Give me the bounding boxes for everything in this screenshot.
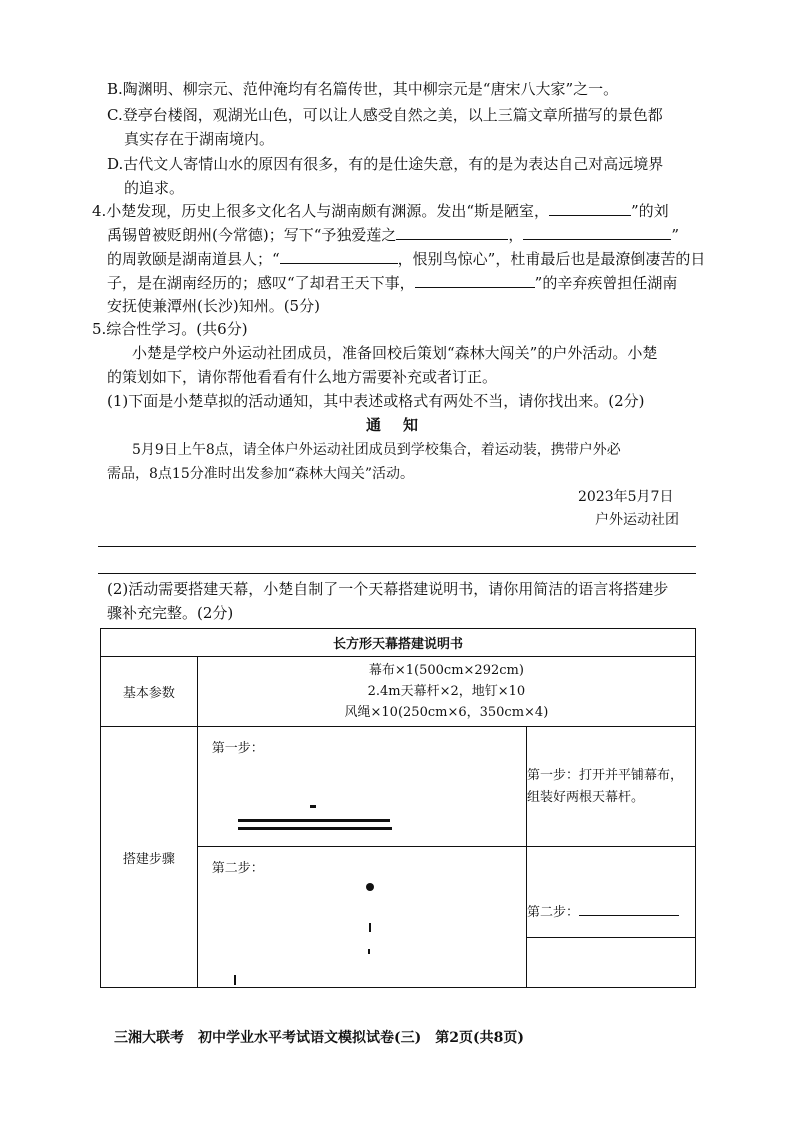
step1-label: 第一步：	[211, 741, 264, 756]
param-canvas: 幕布×1(500cm×292cm)	[368, 663, 524, 678]
notice-signer: 户外运动社团	[595, 512, 679, 528]
option-d-continued: 的追求。	[124, 179, 185, 197]
q4-line5: 安抚使兼潭州(长沙)知州。(5分)	[107, 297, 320, 315]
q5-title: 5.综合性学习。(共6分)	[92, 320, 248, 338]
option-b: B.陶渊明、柳宗元、范仲淹均有名篇传世，其中柳宗元是“唐宋八大家”之一。	[107, 80, 619, 98]
page-footer: 三湘大联考 初中学业水平考试语文模拟试卷(三) 第2页(共8页)	[114, 1030, 524, 1046]
param-label: 基本参数	[101, 657, 198, 727]
pole-upper-icon	[238, 819, 390, 822]
q4-blank4[interactable]	[280, 247, 398, 264]
pole-segment-icon	[369, 923, 371, 932]
step1-illustration	[197, 727, 526, 847]
q4-line2: 禹锡曾被贬朗州(今常德)；写下“予独爱莲之 ， ”	[107, 223, 679, 246]
param-list	[197, 657, 695, 727]
step2-answer-cell	[527, 847, 696, 988]
q4-blank2[interactable]	[396, 223, 508, 240]
q4-line1: 4.小楚发现，历史上很多文化名人与湖南颇有渊源。发出“斯是陋室， ”的刘	[92, 199, 669, 222]
step2-answer-blank2[interactable]	[527, 936, 695, 938]
notice-body-line1: 5月9日上午8点，请全体户外运动社团成员到学校集合，着运动装，携带户外必	[132, 442, 621, 458]
manual-title: 长方形天幕搭建说明书	[101, 629, 696, 657]
pole-top-icon	[366, 883, 374, 891]
answer-line-1[interactable]	[98, 546, 696, 547]
q4-blank3[interactable]	[523, 223, 671, 240]
q5-sub2-line1: (2)活动需要搭建天幕，小楚自制了一个天幕搭建说明书，请你用简洁的语言将搭建步	[107, 580, 669, 598]
option-c-continued: 真实存在于湖南境内。	[124, 130, 275, 148]
steps-label: 搭建步骤	[101, 727, 198, 988]
stake-icon	[234, 975, 236, 985]
step1-description: 第一步：打开并平铺幕布，组装好两根天幕杆。	[527, 727, 696, 847]
step2-label: 第二步：	[211, 861, 264, 876]
q5-intro-line2: 的策划如下，请你帮他看看有什么地方需要补充或者订正。	[107, 368, 498, 386]
q4-line4: 子，是在湖南经历的；感叹“了却君王天下事， ”的辛弃疾曾担任湖南	[107, 271, 677, 294]
q4-blank1[interactable]	[549, 199, 631, 216]
answer-line-2[interactable]	[98, 573, 696, 574]
pole-mark-icon	[310, 805, 316, 808]
tent-manual-table	[100, 628, 696, 988]
param-ropes: 风绳×10(250cm×6，350cm×4)	[344, 705, 549, 720]
option-d: D.古代文人寄情山水的原因有很多，有的是仕途失意，有的是为表达自己对高远境界	[107, 155, 664, 173]
q4-line3: 的周敦颐是湖南道县人；“ ，恨别鸟惊心”，杜甫最后也是最潦倒凄苦的日	[107, 247, 705, 270]
notice-title: 通知	[366, 416, 441, 434]
param-poles-stakes: 2.4m天幕杆×2，地钉×10	[367, 684, 526, 699]
q5-intro-line1: 小楚是学校户外运动社团成员，准备回校后策划“森林大闯关”的户外活动。小楚	[132, 344, 658, 362]
step2-answer-label: 第二步：	[527, 905, 580, 920]
notice-body-line2: 需品，8点15分准时出发参加“森林大闯关”活动。	[107, 466, 415, 482]
pole-lower-icon	[238, 827, 392, 830]
pole-segment-icon	[368, 949, 370, 954]
notice-date: 2023年5月7日	[578, 489, 674, 505]
q5-sub2-line2: 骤补充完整。(2分)	[107, 604, 234, 622]
option-c: C.登亭台楼阁，观湖光山色，可以让人感受自然之美，以上三篇文章所描写的景色都	[107, 106, 663, 124]
q4-blank5[interactable]	[415, 271, 535, 288]
q5-sub1: (1)下面是小楚草拟的活动通知，其中表述或格式有两处不当，请你找出来。(2分)	[107, 392, 645, 410]
step2-illustration	[197, 847, 526, 988]
step2-answer-blank1[interactable]	[579, 899, 679, 916]
